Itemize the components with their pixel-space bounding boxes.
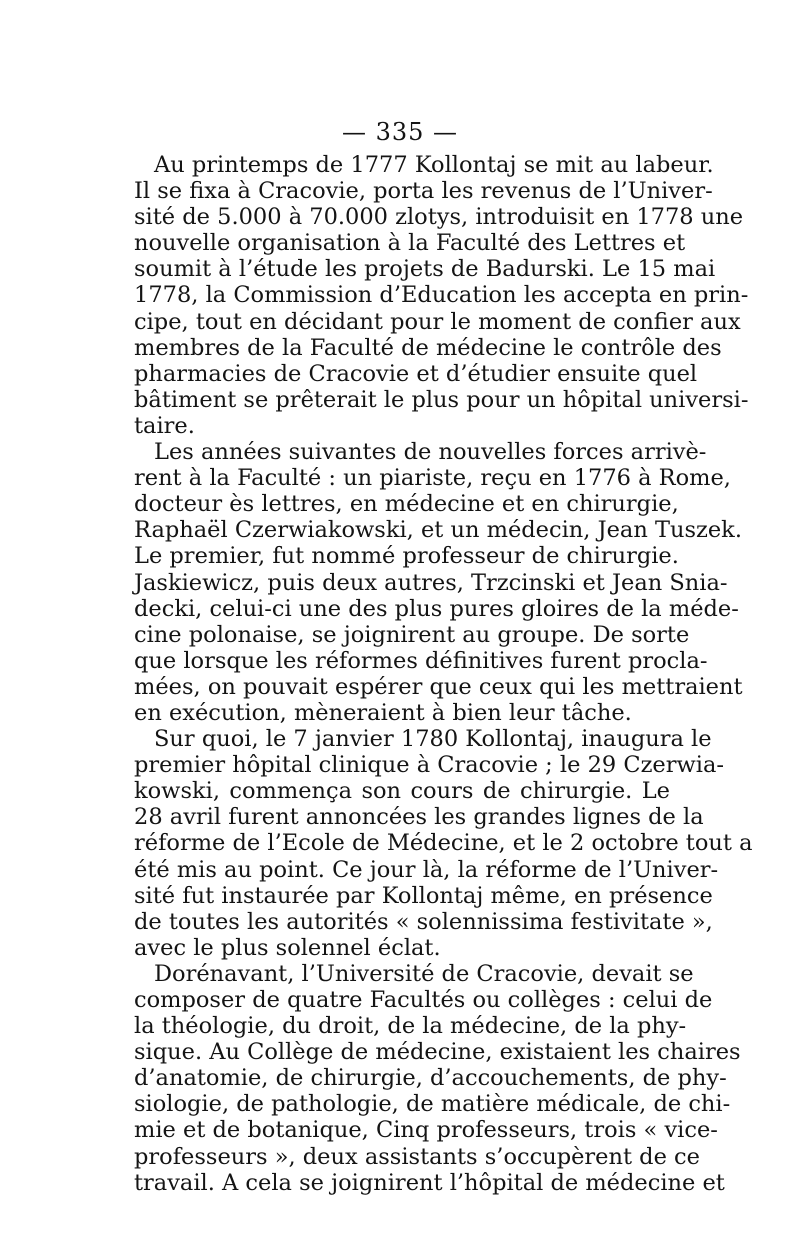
text-line: 1778, la Commission d’Education les accepta en prin- — [134, 282, 749, 309]
body-text — [134, 152, 753, 1196]
text-line: siologie, de pathologie, de matière médicale, de chi- — [134, 1091, 731, 1118]
text-line: Jaskiewicz, puis deux autres, Trzcinski et Jean Snia- — [134, 569, 728, 596]
text-line: soumit à l’étude les projets de Badurski. Le 15 mai — [134, 256, 716, 283]
text-line: Il se fixa à Cracovie, porta les revenus de l’Univer- — [134, 178, 713, 205]
text-line: rent à la Faculté : un piariste, reçu en 1776 à Rome, — [134, 465, 731, 492]
text-line: été mis au point. Ce jour là, la réforme de l’Univer- — [134, 856, 719, 883]
text-line: Sur quoi, le 7 janvier 1780 Kollontaj, inaugura le — [154, 726, 712, 753]
text-line: sique. Au Collège de médecine, existaient les chaires — [134, 1039, 741, 1066]
text-line: la théologie, du droit, de la médecine, de la phy- — [134, 1013, 687, 1040]
text-line: composer de quatre Facultés ou collèges : celui de — [134, 987, 713, 1013]
text-line: membres de la Faculté de médecine le contrôle des — [134, 334, 722, 361]
text-line: sité fut instaurée par Kollontaj même, en présence — [134, 882, 713, 909]
text-line: professeurs », deux assistants s’occupèrent de ce — [134, 1143, 700, 1170]
text-line: mie et de botanique, Cinq professeurs, trois « vice- — [134, 1117, 718, 1144]
text-line: Au printemps de 1777 Kollontaj se mit au labeur. — [154, 152, 714, 178]
text-line: avec le plus solennel éclat. — [134, 934, 441, 961]
text-line: decki, celui-ci une des plus pures gloires de la méde- — [134, 595, 739, 622]
text-line: pharmacies de Cracovie et d’étudier ensuite quel — [134, 360, 698, 387]
text-line: d’anatomie, de chirurgie, d’accouchements, de phy- — [134, 1065, 727, 1092]
text-line: 28 avril furent annoncées les grandes lignes de la — [134, 804, 704, 831]
text-line: mées, on pouvait espérer que ceux qui les mettraient — [134, 673, 743, 700]
text-line: kowski, commença son cours de chirurgie. Le — [134, 778, 670, 805]
text-line: cine polonaise, se joignirent au groupe. De sorte — [134, 621, 690, 648]
text-line: Le premier, fut nommé professeur de chirurgie. — [134, 543, 679, 570]
text-line: taire. — [134, 412, 195, 439]
text-line: nouvelle organisation à la Faculté des Lettres et — [134, 230, 686, 257]
text-line: docteur ès lettres, en médecine et en chirurgie, — [134, 491, 679, 518]
text-line: en exécution, mèneraient à bien leur tâche. — [134, 699, 632, 726]
page-number: — 335 — — [341, 118, 459, 146]
text-line: sité de 5.000 à 70.000 zlotys, introduisit en 1778 une — [134, 204, 744, 231]
text-line: bâtiment se prêterait le plus pour un hôpital universi- — [134, 386, 749, 413]
text-line: Dorénavant, l’Université de Cracovie, devait se — [154, 960, 694, 987]
text-line: que lorsque les réformes définitives furent procla- — [134, 647, 708, 674]
text-line: Raphaël Czerwiakowski, et un médecin, Jean Tuszek. — [134, 517, 742, 544]
text-line: premier hôpital clinique à Cracovie ; le 29 Czerwia- — [134, 752, 724, 779]
text-line: Les années suivantes de nouvelles forces arrivè- — [154, 439, 707, 466]
text-line: travail. A cela se joignirent l’hôpital de médecine et — [134, 1169, 725, 1196]
text-line: cipe, tout en décidant pour le moment de confier aux — [134, 308, 741, 335]
text-line: réforme de l’Ecole de Médecine, et le 2 octobre tout a — [134, 830, 753, 857]
text-line: de toutes les autorités « solennissima festivitate », — [134, 908, 713, 935]
